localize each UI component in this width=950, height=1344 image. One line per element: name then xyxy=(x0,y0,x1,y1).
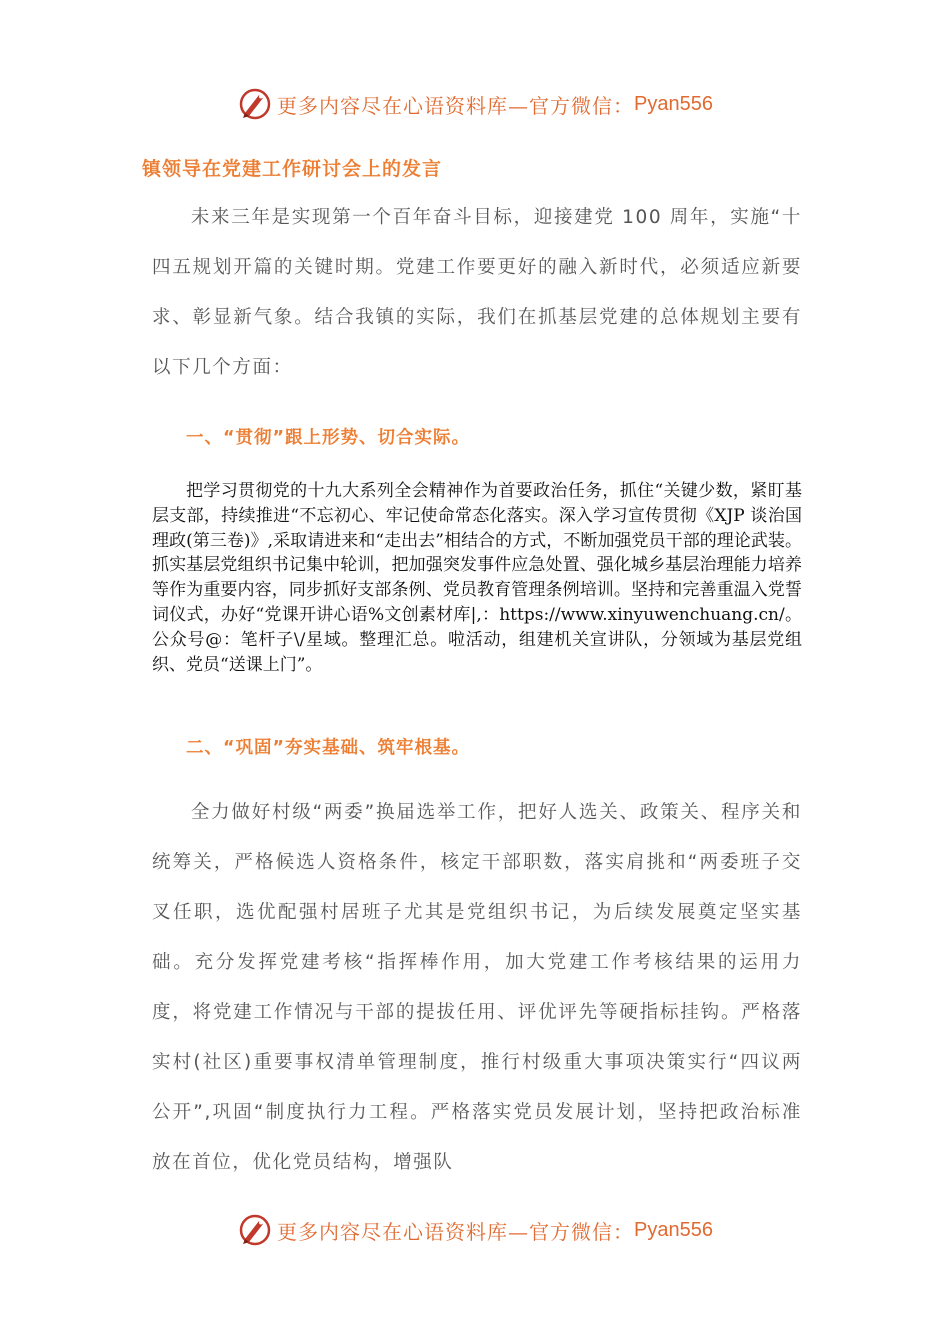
section-heading-1: 一、“贯彻”跟上形势、切合实际。 xyxy=(186,428,471,448)
header-banner xyxy=(0,84,950,124)
pen-logo-icon xyxy=(237,1212,273,1248)
banner-wechat-id: Pyan556 xyxy=(634,1218,713,1241)
pen-logo-icon xyxy=(237,86,273,122)
section-heading-2: 二、“巩固”夯实基础、筑牢根基。 xyxy=(186,738,471,758)
banner-text: 更多内容尽在心语资料库—官方微信： xyxy=(277,93,635,118)
section-body-1: 把学习贯彻党的十九大系列全会精神作为首要政治任务，抓住“关键少数，紧盯基层支部，持续推进“不忘初心、牢记使命常态化落实。深入学习宣传贯彻《XJP 谈治国理政(第三卷)》,采取请进来和“走出去”相结合的方式，不断加强党员干部的理论武装。抓实基层党组织书记集中轮训，把加强突发事件应急处置、强化城乡基层治理能力培养等作为重要内容，同步抓好支部条例、党员教育管理条例培训。坚持和完善重温入党誓词仪式，办好“党课开讲心语%文创素材库|,：https://www.xinyuwenchuang.cn/。公众号@：笔杆子\/星域。整理汇总。啦活动，组建机关宣讲队，分领域为基层党组织、党员“送课上门”。 xyxy=(152,481,802,675)
banner-wechat-id: Pyan556 xyxy=(634,92,713,115)
banner-text: 更多内容尽在心语资料库—官方微信： xyxy=(277,1219,635,1244)
intro-paragraph: 未来三年是实现第一个百年奋斗目标，迎接建党 100 周年，实施“十四五规划开篇的关键时期。党建工作要更好的融入新时代，必须适应新要求、彰显新气象。结合我镇的实际，我们在抓基层党建的总体规划主要有以下几个方面： xyxy=(152,207,802,378)
footer-banner xyxy=(0,1210,950,1250)
section-body-2: 全力做好村级“两委”换届选举工作，把好人选关、政策关、程序关和统筹关，严格候选人资格条件，核定干部职数，落实肩挑和“两委班子交叉任职，选优配强村居班子尤其是党组织书记，为后续发展奠定坚实基础。充分发挥党建考核“指挥棒作用，加大党建工作考核结果的运用力度，将党建工作情况与干部的提拔任用、评优评先等硬指标挂钩。严格落实村(社区)重要事权清单管理制度，推行村级重大事项决策实行“四议两公开”,巩固“制度执行力工程。严格落实党员发展计划，坚持把政治标准放在首位，优化党员结构，增强队 xyxy=(152,802,802,1173)
document-title: 镇领导在党建工作研讨会上的发言 xyxy=(142,158,443,180)
